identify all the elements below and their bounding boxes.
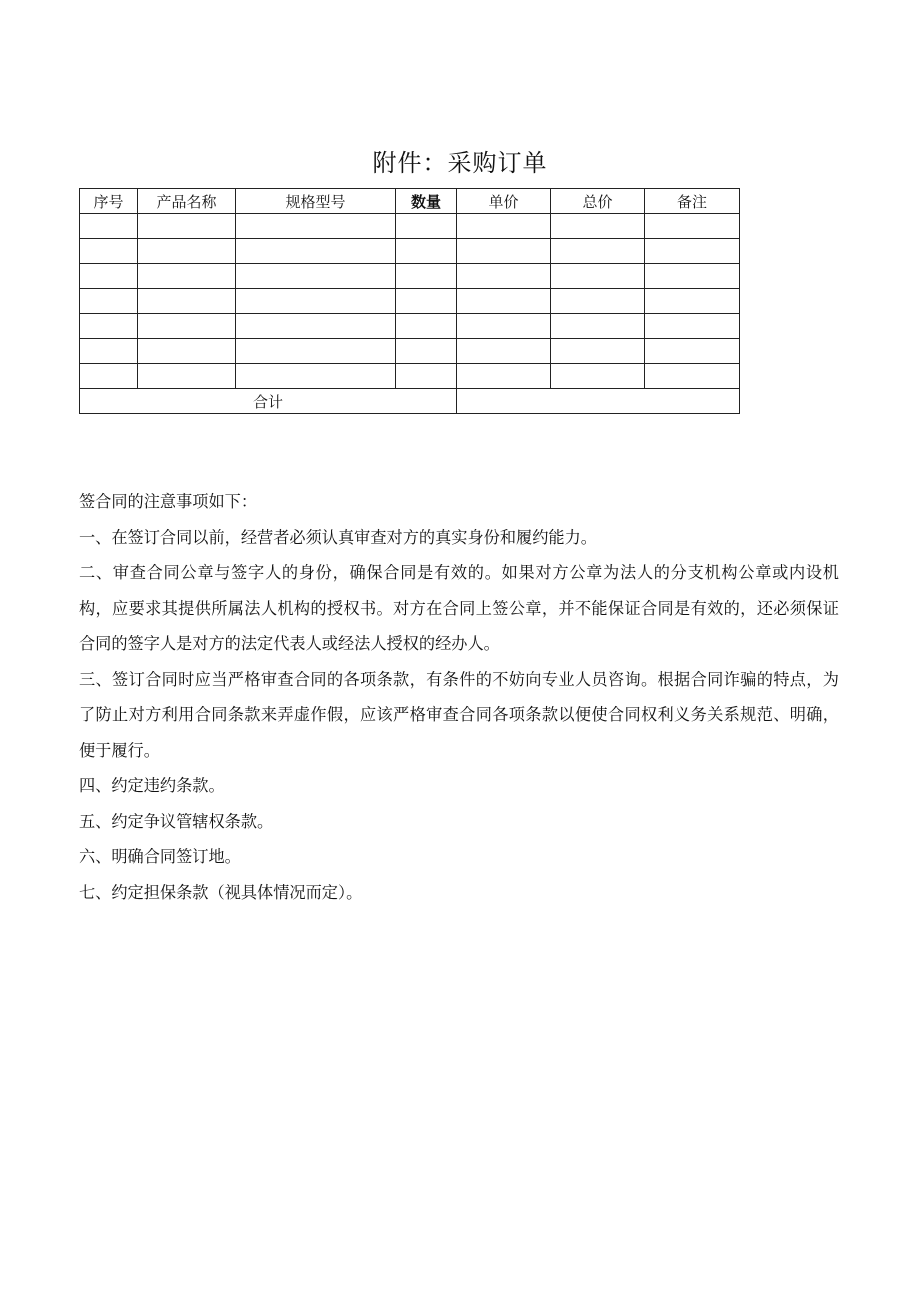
table-cell[interactable] — [551, 339, 645, 364]
table-cell[interactable] — [138, 264, 236, 289]
table-cell[interactable] — [551, 214, 645, 239]
table-cell[interactable] — [138, 214, 236, 239]
header-serial-number: 序号 — [80, 189, 138, 214]
note-item-4: 四、约定违约条款。 — [79, 776, 225, 795]
table-cell[interactable] — [396, 314, 457, 339]
table-cell[interactable] — [396, 239, 457, 264]
note-item-6: 六、明确合同签订地。 — [79, 847, 241, 866]
table-cell[interactable] — [396, 364, 457, 389]
table-cell[interactable] — [457, 214, 551, 239]
table-cell[interactable] — [80, 264, 138, 289]
note-item-3: 三、签订合同时应当严格审查合同的各项条款，有条件的不妨向专业人员咨询。根据合同诈骗的特点，为了防止对方利用合同条款来弄虚作假，应该严格审查合同各项条款以便使合同权利义务关系规范、明确，便于履行。 — [79, 669, 839, 760]
table-cell[interactable] — [236, 214, 396, 239]
table-row — [80, 289, 740, 314]
note-item-5: 五、约定争议管辖权条款。 — [79, 811, 274, 831]
table-cell[interactable] — [138, 314, 236, 339]
header-specification: 规格型号 — [236, 189, 396, 214]
table-row — [80, 239, 740, 264]
note-item-2: 二、审查合同公章与签字人的身份，确保合同是有效的。如果对方公章为法人的分支机构公章或内设机构，应要求其提供所属法人机构的授权书。对方在合同上签公章，并不能保证合同是有效的，还必须保证合同的签字人是对方的法定代表人或经法人授权的经办人。 — [79, 563, 839, 653]
table-cell[interactable] — [396, 289, 457, 314]
header-total-price: 总价 — [551, 189, 645, 214]
table-cell[interactable] — [80, 214, 138, 239]
page-title: 附件：采购订单 — [372, 149, 548, 177]
table-cell[interactable] — [236, 289, 396, 314]
table-row — [80, 314, 740, 339]
table-cell[interactable] — [457, 239, 551, 264]
table-cell[interactable] — [236, 339, 396, 364]
table-row — [80, 339, 740, 364]
table-cell[interactable] — [551, 314, 645, 339]
table-cell[interactable] — [138, 289, 236, 314]
table-cell[interactable] — [138, 364, 236, 389]
table-cell[interactable] — [645, 214, 740, 239]
notes-heading: 签合同的注意事项如下： — [79, 492, 258, 511]
total-value-cell[interactable] — [457, 389, 740, 414]
header-remarks: 备注 — [645, 189, 740, 214]
table-cell[interactable] — [80, 289, 138, 314]
table-cell[interactable] — [457, 364, 551, 389]
table-cell[interactable] — [236, 264, 396, 289]
table-cell[interactable] — [645, 239, 740, 264]
table-cell[interactable] — [645, 339, 740, 364]
table-cell[interactable] — [80, 364, 138, 389]
note-item-7: 七、约定担保条款（视具体情况而定）。 — [79, 882, 363, 902]
table-cell[interactable] — [457, 339, 551, 364]
table-cell[interactable] — [645, 314, 740, 339]
table-row — [80, 364, 740, 389]
header-unit-price: 单价 — [457, 189, 551, 214]
table-cell[interactable] — [396, 339, 457, 364]
table-cell[interactable] — [551, 264, 645, 289]
table-cell[interactable] — [138, 239, 236, 264]
table-cell[interactable] — [645, 264, 740, 289]
table-cell[interactable] — [396, 264, 457, 289]
table-header-row — [80, 189, 740, 214]
table-row — [80, 214, 740, 239]
header-quantity: 数量 — [396, 189, 457, 214]
table-cell[interactable] — [396, 214, 457, 239]
table-cell[interactable] — [80, 314, 138, 339]
table-cell[interactable] — [457, 314, 551, 339]
table-cell[interactable] — [457, 289, 551, 314]
table-cell[interactable] — [551, 289, 645, 314]
note-item-1: 一、在签订合同以前，经营者必须认真审查对方的真实身份和履约能力。 — [79, 527, 597, 547]
table-cell[interactable] — [80, 239, 138, 264]
table-cell[interactable] — [138, 339, 236, 364]
purchase-order-table — [79, 188, 740, 414]
contract-notes — [79, 484, 839, 910]
table-cell[interactable] — [80, 339, 138, 364]
table-cell[interactable] — [551, 239, 645, 264]
total-label: 合计 — [80, 389, 457, 414]
total-row — [80, 389, 740, 414]
table-row — [80, 264, 740, 289]
table-cell[interactable] — [236, 239, 396, 264]
header-product-name: 产品名称 — [138, 189, 236, 214]
table-cell[interactable] — [645, 364, 740, 389]
table-cell[interactable] — [236, 314, 396, 339]
table-cell[interactable] — [551, 364, 645, 389]
table-cell[interactable] — [645, 289, 740, 314]
table-cell[interactable] — [457, 264, 551, 289]
table-cell[interactable] — [236, 364, 396, 389]
